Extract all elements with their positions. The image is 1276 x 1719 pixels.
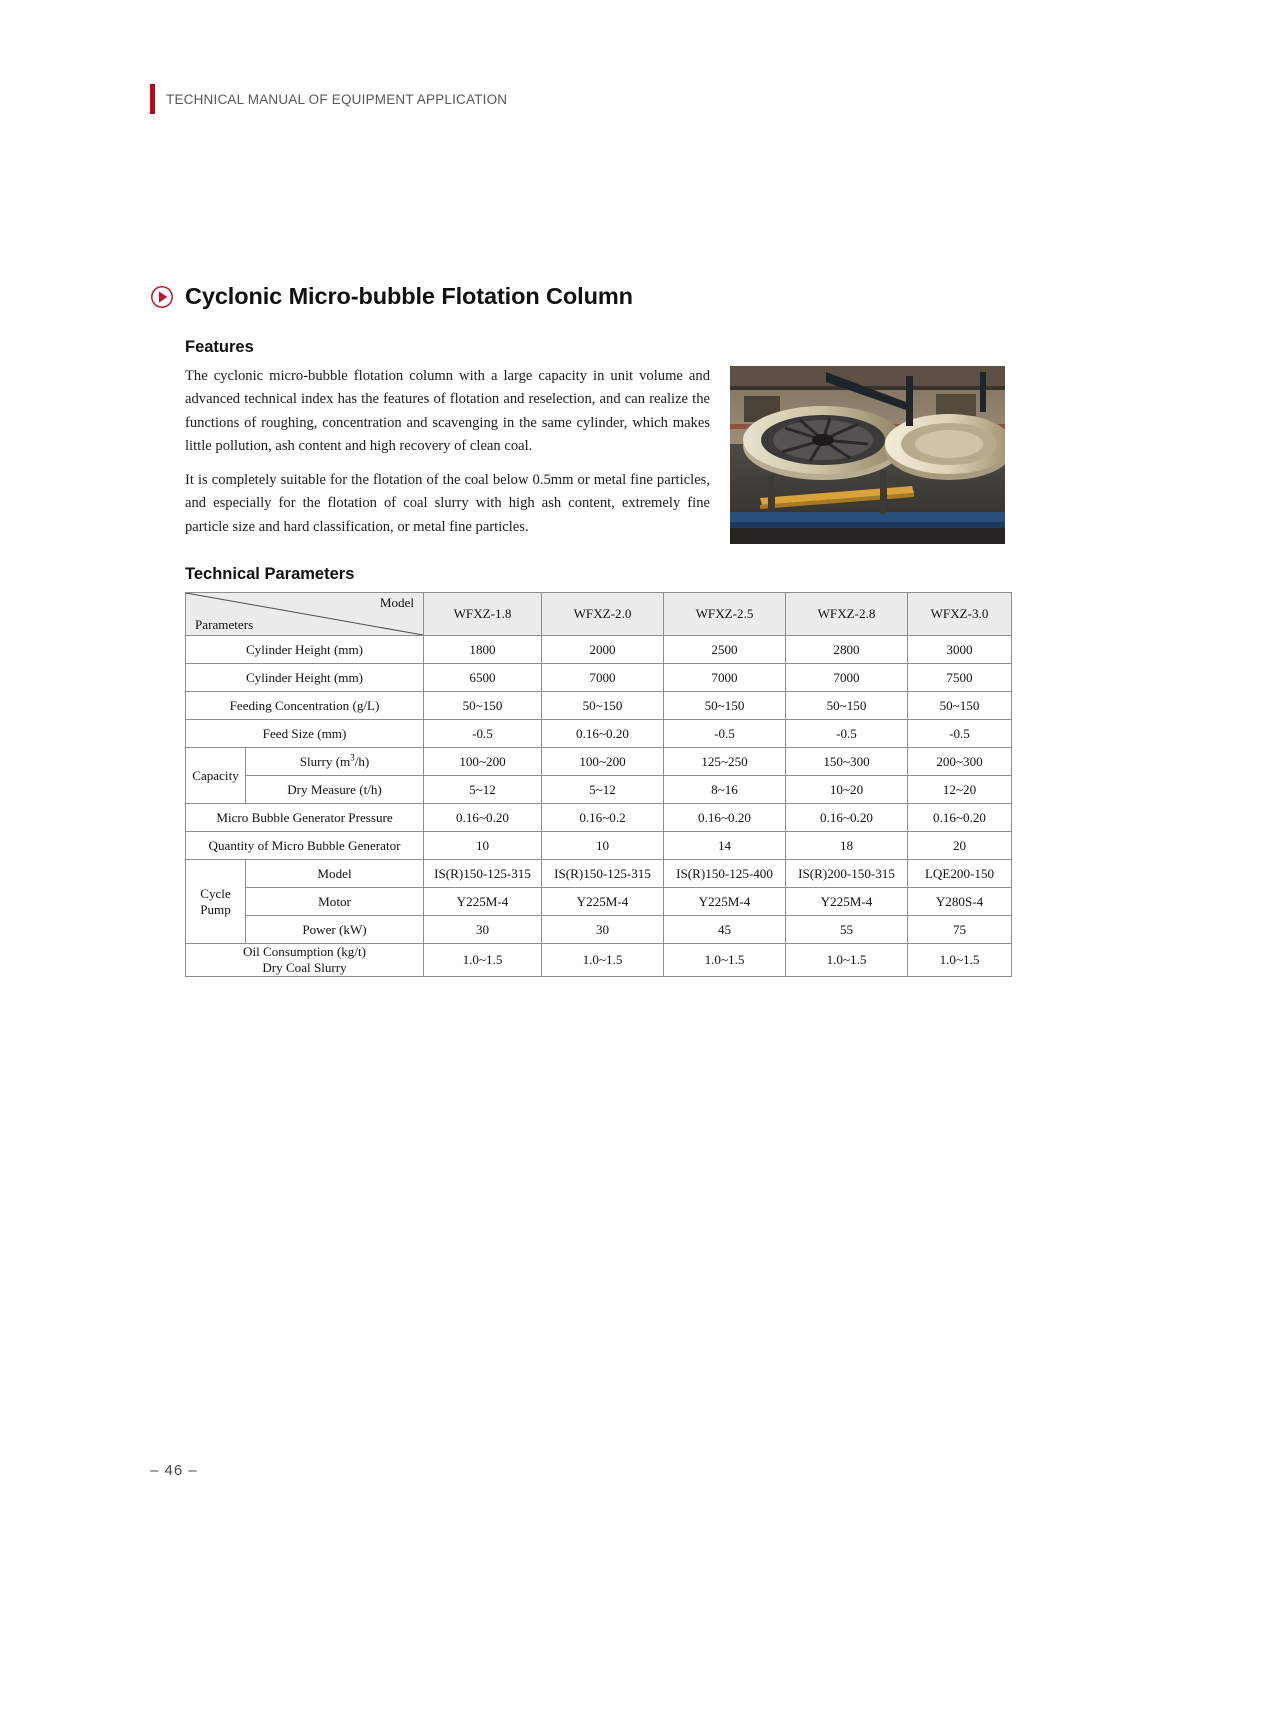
row-label: Power (kW) bbox=[246, 916, 424, 944]
table-row bbox=[186, 776, 1012, 804]
row-label: Motor bbox=[246, 888, 424, 916]
table-cell: 0.16~0.20 bbox=[786, 804, 908, 832]
table-cell: 50~150 bbox=[786, 692, 908, 720]
table-row bbox=[186, 916, 1012, 944]
table-cell: 50~150 bbox=[908, 692, 1012, 720]
row-label-text-suffix: /h) bbox=[354, 753, 370, 769]
table-cell: 1.0~1.5 bbox=[786, 944, 908, 977]
table-cell: 14 bbox=[664, 832, 786, 860]
features-paragraph-2: It is completely suitable for the flotation of the coal below 0.5mm or metal fine particles, and especially for the flotation of coal slurry with high ash content, extremely fine particle size and hard classification, or metal fine particles. bbox=[185, 472, 710, 535]
table-cell: 7000 bbox=[664, 664, 786, 692]
table-cell: 12~20 bbox=[908, 776, 1012, 804]
table-cell: 2500 bbox=[664, 636, 786, 664]
row-label bbox=[186, 944, 424, 977]
corner-diagonal-cell bbox=[186, 593, 424, 636]
table-cell: 50~150 bbox=[664, 692, 786, 720]
row-label-line-1: Oil Consumption (kg/t) bbox=[243, 944, 366, 959]
table-cell: 45 bbox=[664, 916, 786, 944]
table-cell: IS(R)150-125-315 bbox=[424, 860, 542, 888]
row-label: Dry Measure (t/h) bbox=[246, 776, 424, 804]
table-cell: IS(R)150-125-315 bbox=[542, 860, 664, 888]
table-cell: 2800 bbox=[786, 636, 908, 664]
table-cell: 7000 bbox=[786, 664, 908, 692]
table-cell: 10~20 bbox=[786, 776, 908, 804]
corner-parameters-label: Parameters bbox=[195, 617, 254, 632]
row-label: Cylinder Height (mm) bbox=[186, 636, 424, 664]
table-cell: 150~300 bbox=[786, 748, 908, 776]
row-label: Model bbox=[246, 860, 424, 888]
flotation-column-equipment-photo bbox=[730, 366, 1005, 544]
table-cell: 20 bbox=[908, 832, 1012, 860]
table-cell: 55 bbox=[786, 916, 908, 944]
group-label-cycle-pump: Cycle Pump bbox=[186, 860, 246, 944]
table-cell: Y280S-4 bbox=[908, 888, 1012, 916]
table-cell: 7500 bbox=[908, 664, 1012, 692]
table-cell: 18 bbox=[786, 832, 908, 860]
table-cell: 2000 bbox=[542, 636, 664, 664]
row-label-text-prefix: Slurry (m bbox=[299, 753, 351, 769]
table-cell: 50~150 bbox=[424, 692, 542, 720]
page-title: Cyclonic Micro-bubble Flotation Column bbox=[185, 283, 633, 309]
table-cell: -0.5 bbox=[786, 720, 908, 748]
row-label: Feeding Concentration (g/L) bbox=[186, 692, 424, 720]
table-row bbox=[186, 804, 1012, 832]
table-cell: 200~300 bbox=[908, 748, 1012, 776]
table-row bbox=[186, 664, 1012, 692]
table-cell: Y225M-4 bbox=[424, 888, 542, 916]
corner-model-label: Model bbox=[379, 595, 414, 610]
technical-parameters-table bbox=[185, 592, 1012, 977]
group-label-capacity: Capacity bbox=[186, 748, 246, 804]
table-cell: 1.0~1.5 bbox=[424, 944, 542, 977]
table-cell: IS(R)150-125-400 bbox=[664, 860, 786, 888]
row-label: Feed Size (mm) bbox=[186, 720, 424, 748]
table-cell: 10 bbox=[424, 832, 542, 860]
features-paragraph-1: The cyclonic micro-bubble flotation column with a large capacity in unit volume and advanced technical index has the features of flotation and reselection, and can realize the functions of roughing, concentration and scavenging in the same cylinder, which makes little pollution, ash content and high recovery of clean coal. bbox=[185, 368, 710, 454]
table-row bbox=[186, 720, 1012, 748]
table-cell: 7000 bbox=[542, 664, 664, 692]
column-header: WFXZ-2.0 bbox=[542, 593, 664, 636]
table-cell: Y225M-4 bbox=[542, 888, 664, 916]
row-label: Micro Bubble Generator Pressure bbox=[186, 804, 424, 832]
table-cell: 1.0~1.5 bbox=[664, 944, 786, 977]
column-header: WFXZ-2.5 bbox=[664, 593, 786, 636]
table-cell: 125~250 bbox=[664, 748, 786, 776]
section-title bbox=[150, 283, 633, 310]
features-heading: Features bbox=[185, 338, 254, 356]
running-header bbox=[150, 84, 507, 114]
table-cell: 0.16~0.20 bbox=[542, 720, 664, 748]
table-cell: 30 bbox=[424, 916, 542, 944]
table-row bbox=[186, 860, 1012, 888]
technical-parameters-heading: Technical Parameters bbox=[185, 565, 355, 583]
table-cell: 0.16~0.20 bbox=[664, 804, 786, 832]
technical-parameters-table-wrapper bbox=[185, 592, 1011, 977]
table-cell: 50~150 bbox=[542, 692, 664, 720]
table-cell: 100~200 bbox=[424, 748, 542, 776]
table-cell: 1800 bbox=[424, 636, 542, 664]
header-accent-bar bbox=[150, 84, 155, 114]
table-header-row bbox=[186, 593, 1012, 636]
table-cell: -0.5 bbox=[908, 720, 1012, 748]
table-row bbox=[186, 832, 1012, 860]
red-circle-play-arrow-icon bbox=[150, 285, 174, 309]
header-title: TECHNICAL MANUAL OF EQUIPMENT APPLICATION bbox=[166, 91, 508, 107]
table-cell: IS(R)200-150-315 bbox=[786, 860, 908, 888]
table-cell: 0.16~0.20 bbox=[424, 804, 542, 832]
table-cell: Y225M-4 bbox=[786, 888, 908, 916]
table-cell: -0.5 bbox=[424, 720, 542, 748]
row-label-line-2: Dry Coal Slurry bbox=[262, 960, 347, 975]
table-cell: Y225M-4 bbox=[664, 888, 786, 916]
table-cell: 75 bbox=[908, 916, 1012, 944]
row-label bbox=[246, 748, 424, 776]
table-row bbox=[186, 636, 1012, 664]
page-number: – 46 – bbox=[150, 1462, 198, 1479]
column-header: WFXZ-3.0 bbox=[908, 593, 1012, 636]
table-cell: LQE200-150 bbox=[908, 860, 1012, 888]
table-cell: 8~16 bbox=[664, 776, 786, 804]
row-label: Cylinder Height (mm) bbox=[186, 664, 424, 692]
table-cell: -0.5 bbox=[664, 720, 786, 748]
table-cell: 1.0~1.5 bbox=[542, 944, 664, 977]
table-row bbox=[186, 748, 1012, 776]
table-cell: 5~12 bbox=[542, 776, 664, 804]
column-header: WFXZ-1.8 bbox=[424, 593, 542, 636]
table-cell: 1.0~1.5 bbox=[908, 944, 1012, 977]
row-label: Quantity of Micro Bubble Generator bbox=[186, 832, 424, 860]
row-label-superscript: 3 bbox=[350, 752, 355, 763]
table-cell: 30 bbox=[542, 916, 664, 944]
table-cell: 3000 bbox=[908, 636, 1012, 664]
table-cell: 6500 bbox=[424, 664, 542, 692]
table-row bbox=[186, 888, 1012, 916]
table-cell: 5~12 bbox=[424, 776, 542, 804]
features-body bbox=[185, 365, 710, 539]
table-cell: 10 bbox=[542, 832, 664, 860]
table-row bbox=[186, 692, 1012, 720]
table-cell: 0.16~0.2 bbox=[542, 804, 664, 832]
table-row bbox=[186, 944, 1012, 977]
column-header: WFXZ-2.8 bbox=[786, 593, 908, 636]
table-cell: 100~200 bbox=[542, 748, 664, 776]
table-cell: 0.16~0.20 bbox=[908, 804, 1012, 832]
